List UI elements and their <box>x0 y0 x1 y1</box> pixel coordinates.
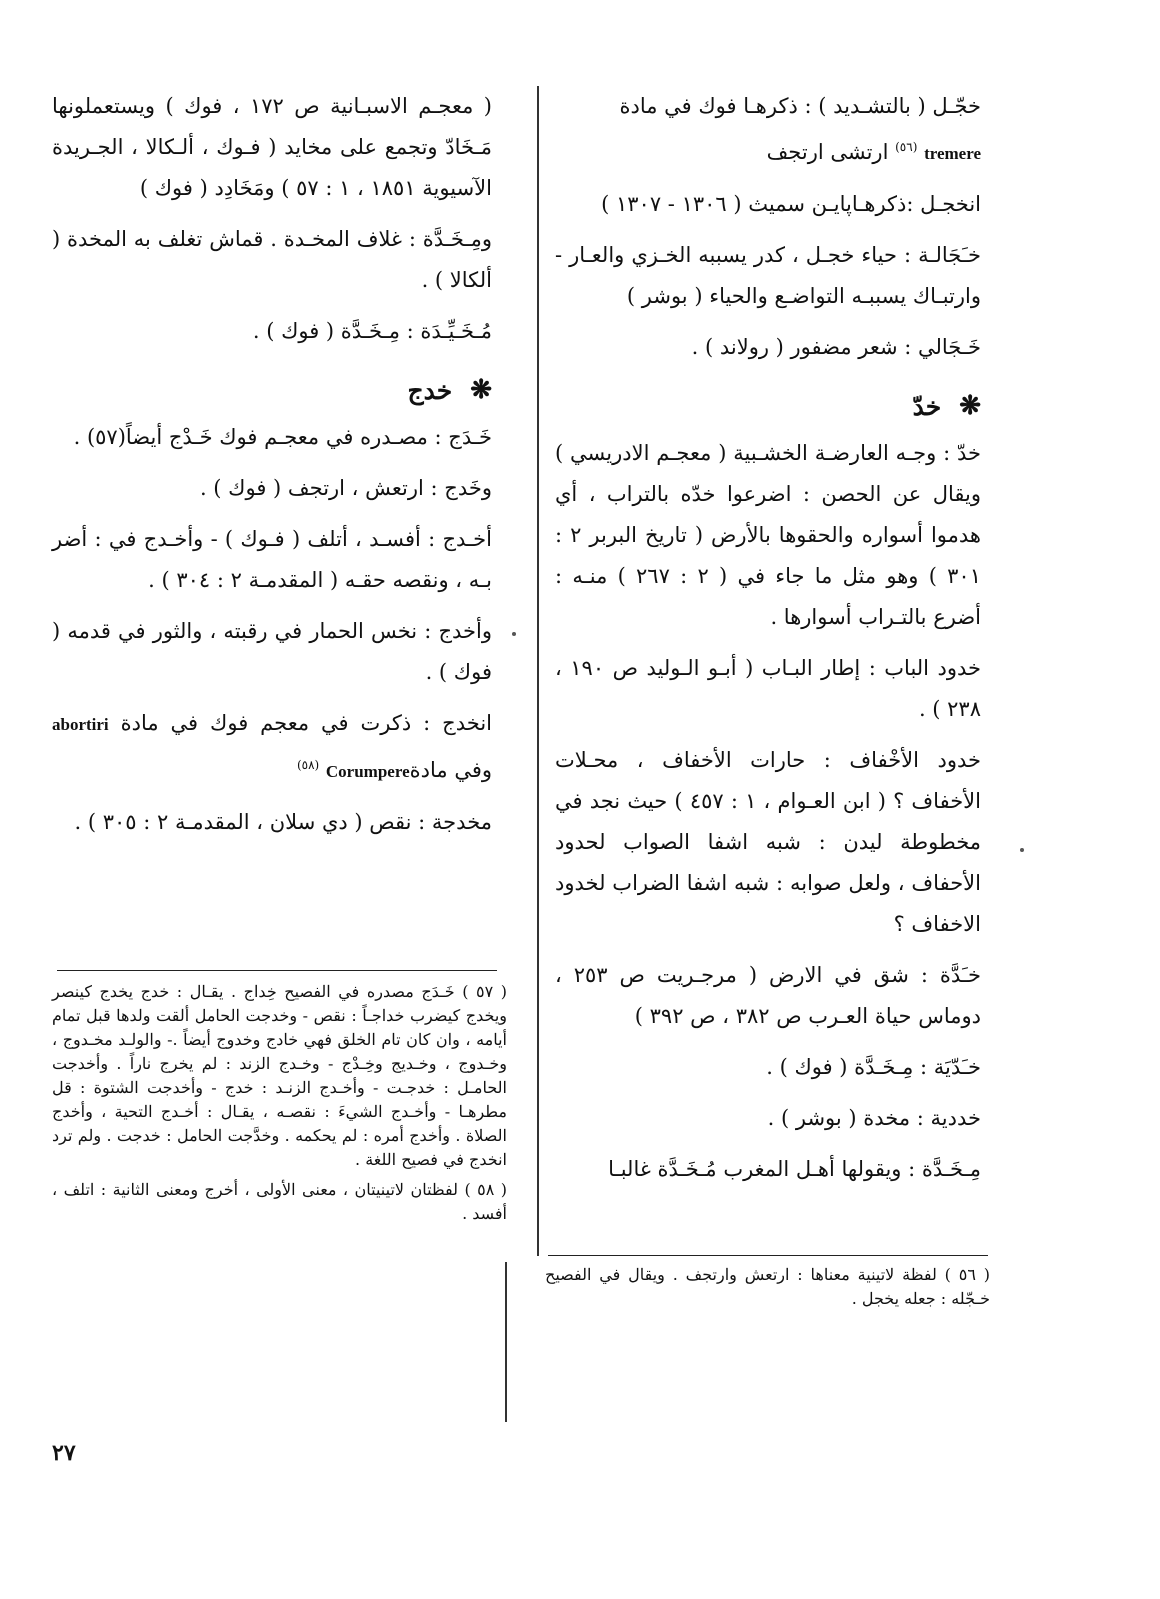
entry-mikhadda: مِـخَـدَّة : ويقولها أهـل المغرب مُـخَـدَّة غالبـا <box>608 1157 981 1181</box>
entry-mukhayyida: مُـخَـيِّـدَة : مِـخَـدَّة ( فوك ) . <box>252 319 492 343</box>
latin-word: Corumpere <box>325 762 410 781</box>
section-title: خدّ <box>912 392 942 421</box>
footnote-ref: (٥٨) <box>296 758 320 772</box>
left-column <box>52 86 492 853</box>
right-column <box>555 86 981 1200</box>
entry-mikhadda-ghilaf: ومِـخَـدَّة : غلاف المخـدة . قماش تغلف به المخدة ( ألكالا ) . <box>52 227 492 292</box>
entry-wa-akhdaj: وأخدج : نخس الحمار في رقبته ، والثور في قدمه ( فوك ) . <box>52 619 492 684</box>
entry-khudud-bab: خدود الباب : إطار البـاب ( أبـو الـوليد ص ١٩٠ ، ٢٣٨ ) . <box>555 656 981 721</box>
entry-khadda: خـَدَّة : شق في الارض ( مرجـريت ص ٢٥٣ ، دوماس حياة العـرب ص ٣٨٢ ، ص ٣٩٢ ) <box>555 963 982 1028</box>
section-heading <box>52 370 492 411</box>
section-title: خدج <box>407 376 453 405</box>
footnote-rule <box>57 970 497 971</box>
entry-khudud-akhfaf: خدود الأخْفاف : حارات الأخفاف ، محـلات الأخفاف ؟ ( ابن العـوام ، ١ : ٤٥٧ ) حيث نجد في مخطوطة ليدن : شبه اشفا الصواب لحدود الأحفاف ، ولعل صوابه : شبه اشفا الضراب لخدود الاخفاف ؟ <box>555 748 981 936</box>
footnote-ref: (٥٦) <box>895 140 918 154</box>
entry-inkhadaj <box>52 703 492 792</box>
footnote-divider-vertical <box>505 1262 507 1422</box>
footnote-58: ( ٥٨ ) لفظتان لاتينيتان ، معنى الأولى ، أخرج ومعنى الثانية : اتلف ، أفسد . <box>52 1180 508 1223</box>
latin-word: abortiri <box>52 715 109 734</box>
footnote-rule <box>548 1255 988 1256</box>
footnotes-left <box>52 980 507 1232</box>
footnote-56: ( ٥٦ ) لفظة لاتينية معناها : ارتعش وارتجف . ويقال في الفصيح خـجّله : جعله يخجل . <box>545 1265 991 1308</box>
scan-speck <box>512 632 516 636</box>
footnote-57: ( ٥٧ ) خَـدَج مصدره في الفصيح خِداج . يقـال : خدج يخدج كينصر ويخدج كيضرب خداجـاً : نقص - وخدجت الحامل ألقت ولدها قبل تمام أيامه ، وان كان تام الخلق فهي خادج وخدوج أيضاً .- والولـد مخـدوج ، وخـدوج ، وخـديج وخِـدْج - وخـدج الزند : لم يخرج ناراً . وأخدجت الحامـل : خدجـت - وأخـدج الزنـد : خدج - وأخدجت الشتوة : قل مطرهـا - وأخـدج الشيءَ : نقصـه ، يقـال : أخـدج التحية ، وأخدج الصلاة . وأخدج أمره : لم يحكمه . وخدَّجت الحامل : خدجت . ولم ترد انخدج في فصيح اللغة . <box>52 982 508 1169</box>
entry-inkhajal: انخجـل :ذكرهـاپايـن سميث ( ١٣٠٦ - ١٣٠٧ ) <box>601 192 981 216</box>
entry-akhdaj: أخـدج : أفسـد ، أتلف ( فـوك ) - وأخـدج في : أضر بـه ، ونقصه حقـه ( المقدمـة ٢ : ٣٠٤ ) . <box>52 527 492 592</box>
entry-khajali: خَـجَالي : شعر مضفور ( رولاند ) . <box>691 335 981 359</box>
entry-text: ارتشى ارتجف <box>766 140 889 164</box>
entry-khadd: خدّ : وجـه العارضـة الخشـبية ( معجـم الادريسي ) ويقال عن الحصن : اضرعوا خدّه بالتراب ، أي هدموا أسواره والحقوها بالأرض ( تاريخ البربر ٢ : ٣٠١ ) وهو مثل ما جاء في ( ٢ : ٢٦٧ ) منـه : أضرع بالتـراب أسوارها . <box>555 441 981 629</box>
entry-khajala: خـَجَالـة : حياء خجـل ، كدر يسببه الخـزي والعـار - وارتبـاك يسببـه التواضـع والحياء ( بوشر ) <box>555 243 981 308</box>
footnotes-right <box>545 1263 990 1317</box>
entry-wakhadaj: وخَدج : ارتعش ، ارتجف ( فوك ) . <box>199 476 492 500</box>
entry-khaddiya-boucher: خددية : مخدة ( بوشر ) . <box>767 1106 981 1130</box>
scan-speck <box>1020 848 1024 852</box>
section-heading <box>555 386 981 427</box>
entry-khaddiya: خـَدّيَة : مِـخَـدَّة ( فوك ) . <box>766 1055 981 1079</box>
asterisk-icon: ❋ <box>470 375 492 405</box>
page-number: ٢٧ <box>52 1440 76 1466</box>
entry-khajjal <box>555 86 981 174</box>
entry-khadaj: خَـدَج : مصـدره في معجـم فوك خَـدْج أيضاً(٥٧) . <box>73 425 492 449</box>
asterisk-icon: ❋ <box>959 391 981 421</box>
entry-text: خجّـل ( بالتشـديد ) : ذكرهـا فوك في مادة <box>619 94 981 118</box>
column-divider <box>537 86 539 1256</box>
latin-word: tremere <box>924 144 981 163</box>
entry-mukhdija: مخدجة : نقص ( دي سلان ، المقدمـة ٢ : ٣٠٥ ) . <box>74 810 492 834</box>
entry-text: وفي مادة <box>409 758 492 782</box>
entry-text: انخدج : ذكرت في معجم فوك في مادة <box>120 711 492 735</box>
entry-mikhadda-cont: ( معجـم الاسبـانية ص ١٧٢ ، فوك ) ويستعملونها مَـخَادّ وتجمع على مخايد ( فـوك ، ألـكالا ، الجـريدة الآسيوية ١٨٥١ ، ١ : ٥٧ ) ومَخَادِد ( فوك ) <box>52 94 492 200</box>
